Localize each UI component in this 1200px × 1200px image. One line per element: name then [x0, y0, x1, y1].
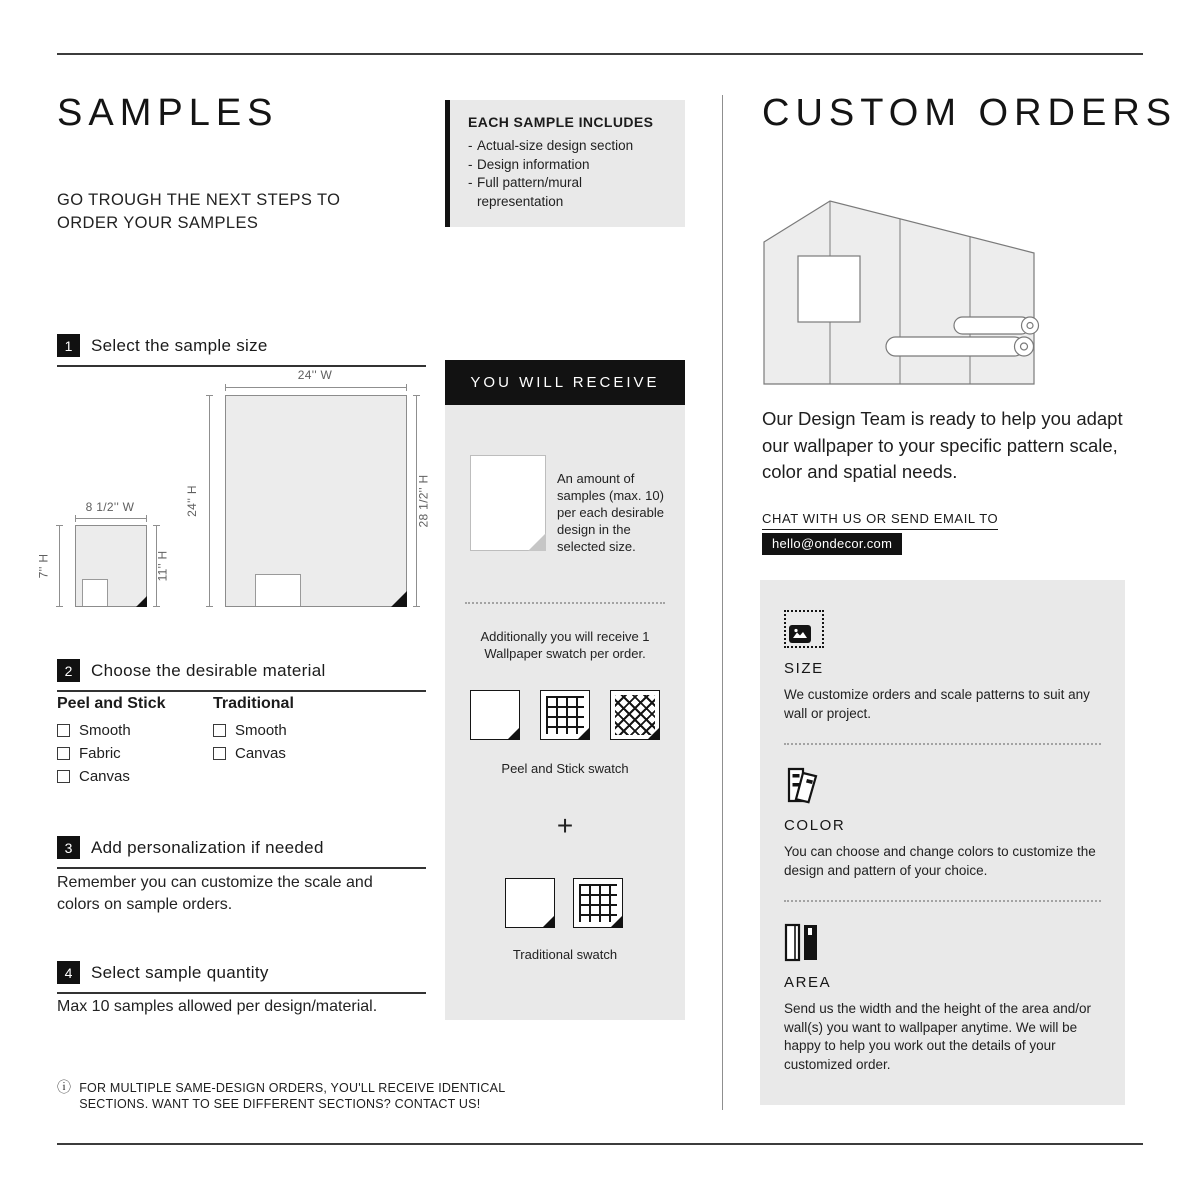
contact-label: CHAT WITH US OR SEND EMAIL TO [762, 511, 998, 530]
traditional-swatch-label: Traditional swatch [512, 947, 618, 962]
large-left-dimline [206, 395, 213, 607]
dotted-divider [465, 602, 665, 604]
checkbox-peel-smooth[interactable] [57, 722, 166, 739]
checkbox-peel-canvas[interactable] [57, 768, 166, 785]
custom-orders-title: CUSTOM ORDERS [762, 92, 1178, 134]
info-icon: ⓘ [57, 1079, 72, 1095]
includes-heading: EACH SAMPLE INCLUDES [468, 114, 654, 130]
step-4 [57, 961, 426, 994]
small-height-right-label: 11'' H [155, 550, 170, 582]
folded-corner-icon [528, 533, 546, 551]
sample-includes-box [445, 100, 685, 227]
feature-area-heading: AREA [784, 974, 832, 991]
peel-and-stick-heading: Peel and Stick [57, 695, 166, 712]
plus-icon: + [556, 810, 574, 841]
step-3-label: Add personalization if needed [91, 837, 324, 857]
folded-corner-icon [577, 727, 590, 740]
option-label: Smooth [79, 722, 131, 739]
peel-swatch-label: Peel and Stick swatch [501, 761, 629, 776]
folded-corner-icon [391, 591, 407, 607]
samples-amount-text: An amount of samples (max. 10) per each desirable design in the selected size. [557, 471, 664, 554]
includes-item: - Design information [468, 156, 671, 175]
step-1 [57, 334, 426, 367]
step-3 [57, 836, 426, 869]
feature-color-text: You can choose and change colors to customize the design and pattern of your choice. [784, 844, 1096, 878]
large-height-right-label: 28 1/2'' H [416, 474, 431, 528]
samples-intro: GO TROUGH THE NEXT STEPS TO ORDER YOUR SAMPLES [57, 191, 341, 232]
checkbox-icon [57, 747, 70, 760]
you-will-receive-header: YOU WILL RECEIVE [445, 360, 685, 405]
folded-corner-icon [610, 915, 623, 928]
feature-size-text: We customize orders and scale patterns to suit any wall or project. [784, 687, 1090, 721]
checkbox-icon [57, 724, 70, 737]
checkbox-icon [213, 724, 226, 737]
wall-and-rolls-illustration [758, 196, 1040, 392]
material-column-peel-and-stick [57, 695, 166, 791]
sample-sheet-icon [470, 455, 546, 551]
small-width-label: 8 1/2'' W [85, 500, 135, 514]
small-height-left-label: 7'' H [36, 553, 51, 579]
folded-corner-icon [647, 727, 660, 740]
feature-area [784, 922, 1101, 1074]
custom-intro: Our Design Team is ready to help you adapt our wallpaper to your specific pattern scale, color and spatial needs. [762, 408, 1123, 482]
folded-corner-icon [542, 915, 555, 928]
size-icon [784, 610, 824, 648]
samples-title: SAMPLES [57, 92, 279, 134]
traditional-heading: Traditional [213, 695, 294, 712]
checkbox-traditional-canvas[interactable] [213, 745, 294, 762]
checkbox-traditional-smooth[interactable] [213, 722, 294, 739]
custom-features-panel [760, 580, 1125, 1105]
step-2-number: 2 [57, 659, 80, 682]
plain-swatch-icon [470, 690, 520, 740]
color-icon [784, 765, 1101, 805]
sample-section-marker [255, 574, 301, 606]
folded-corner-icon [136, 596, 147, 607]
grid-swatch-icon [540, 690, 590, 740]
large-width-label: 24'' W [297, 368, 333, 382]
checkbox-icon [57, 770, 70, 783]
personalization-note: Remember you can customize the scale and colors on sample orders. [57, 874, 373, 913]
feature-color [784, 765, 1101, 880]
includes-item: - Full pattern/mural representation [468, 174, 671, 211]
step-4-label: Select sample quantity [91, 962, 269, 982]
additional-swatch-text: Additionally you will receive 1 Wallpaper swatch per order. [480, 629, 650, 661]
option-label: Canvas [79, 768, 130, 785]
option-label: Fabric [79, 745, 121, 762]
option-label: Smooth [235, 722, 287, 739]
feature-size-heading: SIZE [784, 660, 824, 677]
option-label: Canvas [235, 745, 286, 762]
small-left-dimline [56, 525, 63, 607]
top-divider [57, 53, 1143, 55]
folded-corner-icon [507, 727, 520, 740]
crosshatch-swatch-icon [610, 690, 660, 740]
checkbox-icon [213, 747, 226, 760]
feature-size [784, 610, 1101, 723]
large-sample-rect [225, 395, 407, 607]
quantity-note: Max 10 samples allowed per design/material. [57, 998, 378, 1015]
checkbox-peel-fabric[interactable] [57, 745, 166, 762]
small-sample-rect [75, 525, 147, 607]
large-width-dimline [225, 384, 407, 391]
step-1-number: 1 [57, 334, 80, 357]
feature-area-text: Send us the width and the height of the area and/or wall(s) you want to wallpaper anytime. We will be happy to help you work out the details of your customized order. [784, 1001, 1091, 1072]
step-2-label: Choose the desirable material [91, 660, 326, 680]
feature-color-heading: COLOR [784, 817, 846, 834]
footnote-text: FOR MULTIPLE SAME-DESIGN ORDERS, YOU'LL RECEIVE IDENTICAL SECTIONS. WANT TO SEE DIFFERENT SECTIONS? CONTACT US! [79, 1081, 505, 1111]
includes-item: - Actual-size design section [468, 137, 671, 156]
plain-swatch-icon [505, 878, 555, 928]
grid-swatch-icon [573, 878, 623, 928]
step-3-number: 3 [57, 836, 80, 859]
email-link[interactable]: hello@ondecor.com [762, 533, 902, 555]
step-1-label: Select the sample size [91, 335, 268, 355]
material-column-traditional [213, 695, 294, 768]
step-4-number: 4 [57, 961, 80, 984]
you-will-receive-panel [445, 360, 685, 1020]
dotted-divider [784, 900, 1101, 902]
large-height-left-label: 24'' H [184, 485, 199, 517]
footnote [57, 1080, 547, 1112]
dotted-divider [784, 743, 1101, 745]
area-icon [784, 922, 1101, 962]
step-2 [57, 659, 426, 692]
sample-section-marker [82, 579, 108, 606]
column-divider [722, 95, 723, 1110]
small-width-dimline [75, 515, 147, 522]
bottom-divider [57, 1143, 1143, 1145]
